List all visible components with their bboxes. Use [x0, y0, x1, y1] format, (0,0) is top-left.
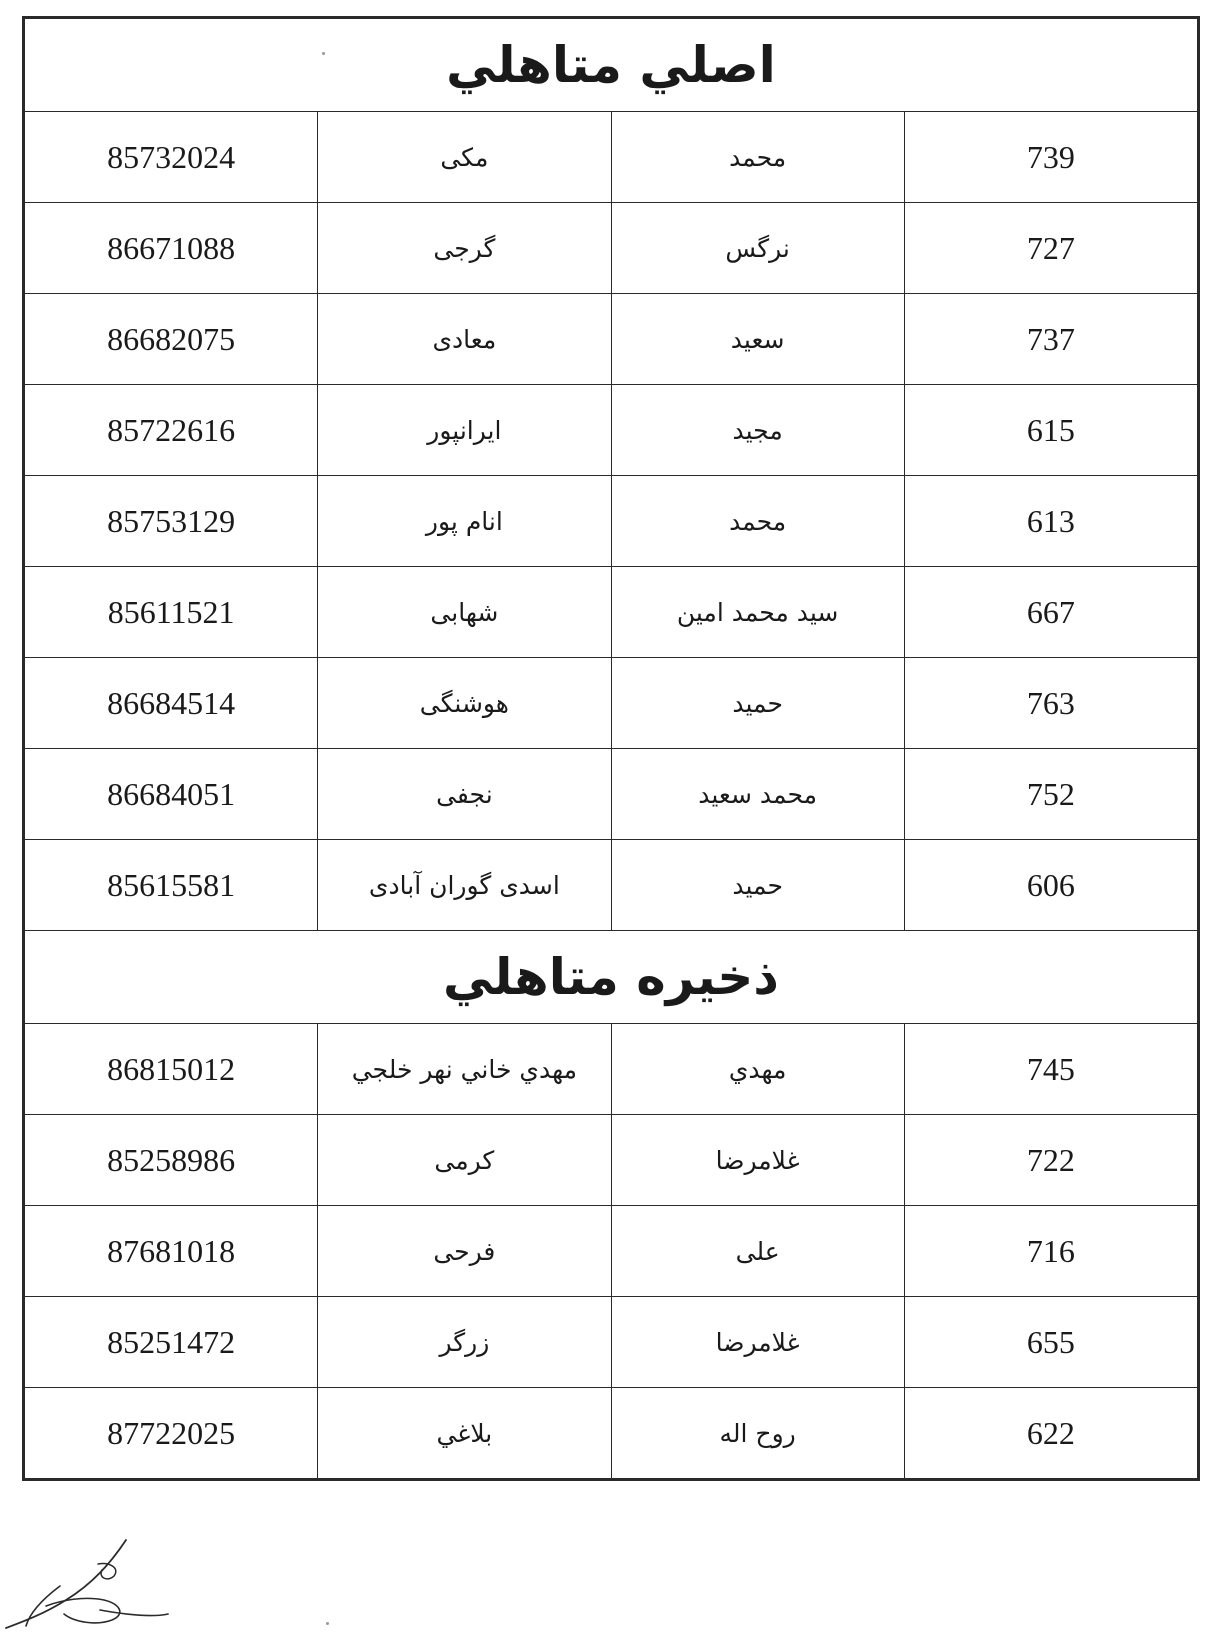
phone-number: 86684514 — [25, 658, 318, 749]
table-row — [25, 385, 1198, 476]
scan-speck — [326, 1622, 329, 1625]
last-name: انام پور — [318, 476, 611, 567]
table-row — [25, 840, 1198, 931]
phone-number: 87722025 — [25, 1388, 318, 1479]
section-header-row — [25, 19, 1198, 112]
first-name: مجید — [611, 385, 904, 476]
member-number: 722 — [904, 1115, 1197, 1206]
first-name: روح اله — [611, 1388, 904, 1479]
member-number: 763 — [904, 658, 1197, 749]
first-name: محمد — [611, 112, 904, 203]
table-row — [25, 203, 1198, 294]
roster-body — [25, 19, 1198, 1479]
phone-number: 85753129 — [25, 476, 318, 567]
last-name: کرمی — [318, 1115, 611, 1206]
first-name: سید محمد امین — [611, 567, 904, 658]
phone-number: 86671088 — [25, 203, 318, 294]
section-title-main: اصلي متاهلي — [25, 19, 1198, 112]
section-title-reserve: ذخيره متاهلي — [25, 931, 1198, 1024]
first-name: نرگس — [611, 203, 904, 294]
first-name: سعید — [611, 294, 904, 385]
member-number: 739 — [904, 112, 1197, 203]
section-header-row — [25, 931, 1198, 1024]
first-name: حمید — [611, 840, 904, 931]
table-row — [25, 1388, 1198, 1479]
first-name: غلامرضا — [611, 1297, 904, 1388]
last-name: زرگر — [318, 1297, 611, 1388]
member-number: 615 — [904, 385, 1197, 476]
member-number: 655 — [904, 1297, 1197, 1388]
last-name: مهدي خاني نهر خلجي — [318, 1024, 611, 1115]
phone-number: 85251472 — [25, 1297, 318, 1388]
member-number: 606 — [904, 840, 1197, 931]
table-row — [25, 658, 1198, 749]
first-name: محمد سعید — [611, 749, 904, 840]
last-name: معادی — [318, 294, 611, 385]
member-number: 716 — [904, 1206, 1197, 1297]
table-row — [25, 112, 1198, 203]
first-name: مهدي — [611, 1024, 904, 1115]
phone-number: 86682075 — [25, 294, 318, 385]
first-name: علی — [611, 1206, 904, 1297]
scan-speck — [322, 52, 325, 55]
member-number: 752 — [904, 749, 1197, 840]
table-row — [25, 294, 1198, 385]
first-name: غلامرضا — [611, 1115, 904, 1206]
phone-number: 85732024 — [25, 112, 318, 203]
first-name: حمید — [611, 658, 904, 749]
last-name: شهابی — [318, 567, 611, 658]
table-row — [25, 476, 1198, 567]
table-row — [25, 749, 1198, 840]
roster-table — [24, 18, 1198, 1479]
phone-number: 85722616 — [25, 385, 318, 476]
table-row — [25, 1024, 1198, 1115]
phone-number: 85611521 — [25, 567, 318, 658]
roster-sheet — [22, 16, 1200, 1481]
member-number: 667 — [904, 567, 1197, 658]
member-number: 622 — [904, 1388, 1197, 1479]
last-name: نجفی — [318, 749, 611, 840]
phone-number: 85258986 — [25, 1115, 318, 1206]
table-row — [25, 1115, 1198, 1206]
phone-number: 86815012 — [25, 1024, 318, 1115]
member-number: 737 — [904, 294, 1197, 385]
phone-number: 87681018 — [25, 1206, 318, 1297]
table-row — [25, 567, 1198, 658]
last-name: فرحی — [318, 1206, 611, 1297]
last-name: ایرانپور — [318, 385, 611, 476]
member-number: 727 — [904, 203, 1197, 294]
member-number: 745 — [904, 1024, 1197, 1115]
phone-number: 86684051 — [25, 749, 318, 840]
handwritten-signature — [0, 1536, 190, 1632]
table-row — [25, 1206, 1198, 1297]
last-name: اسدی گوران آبادی — [318, 840, 611, 931]
last-name: بلاغي — [318, 1388, 611, 1479]
phone-number: 85615581 — [25, 840, 318, 931]
table-row — [25, 1297, 1198, 1388]
last-name: هوشنگی — [318, 658, 611, 749]
last-name: گرجی — [318, 203, 611, 294]
first-name: محمد — [611, 476, 904, 567]
last-name: مکی — [318, 112, 611, 203]
member-number: 613 — [904, 476, 1197, 567]
